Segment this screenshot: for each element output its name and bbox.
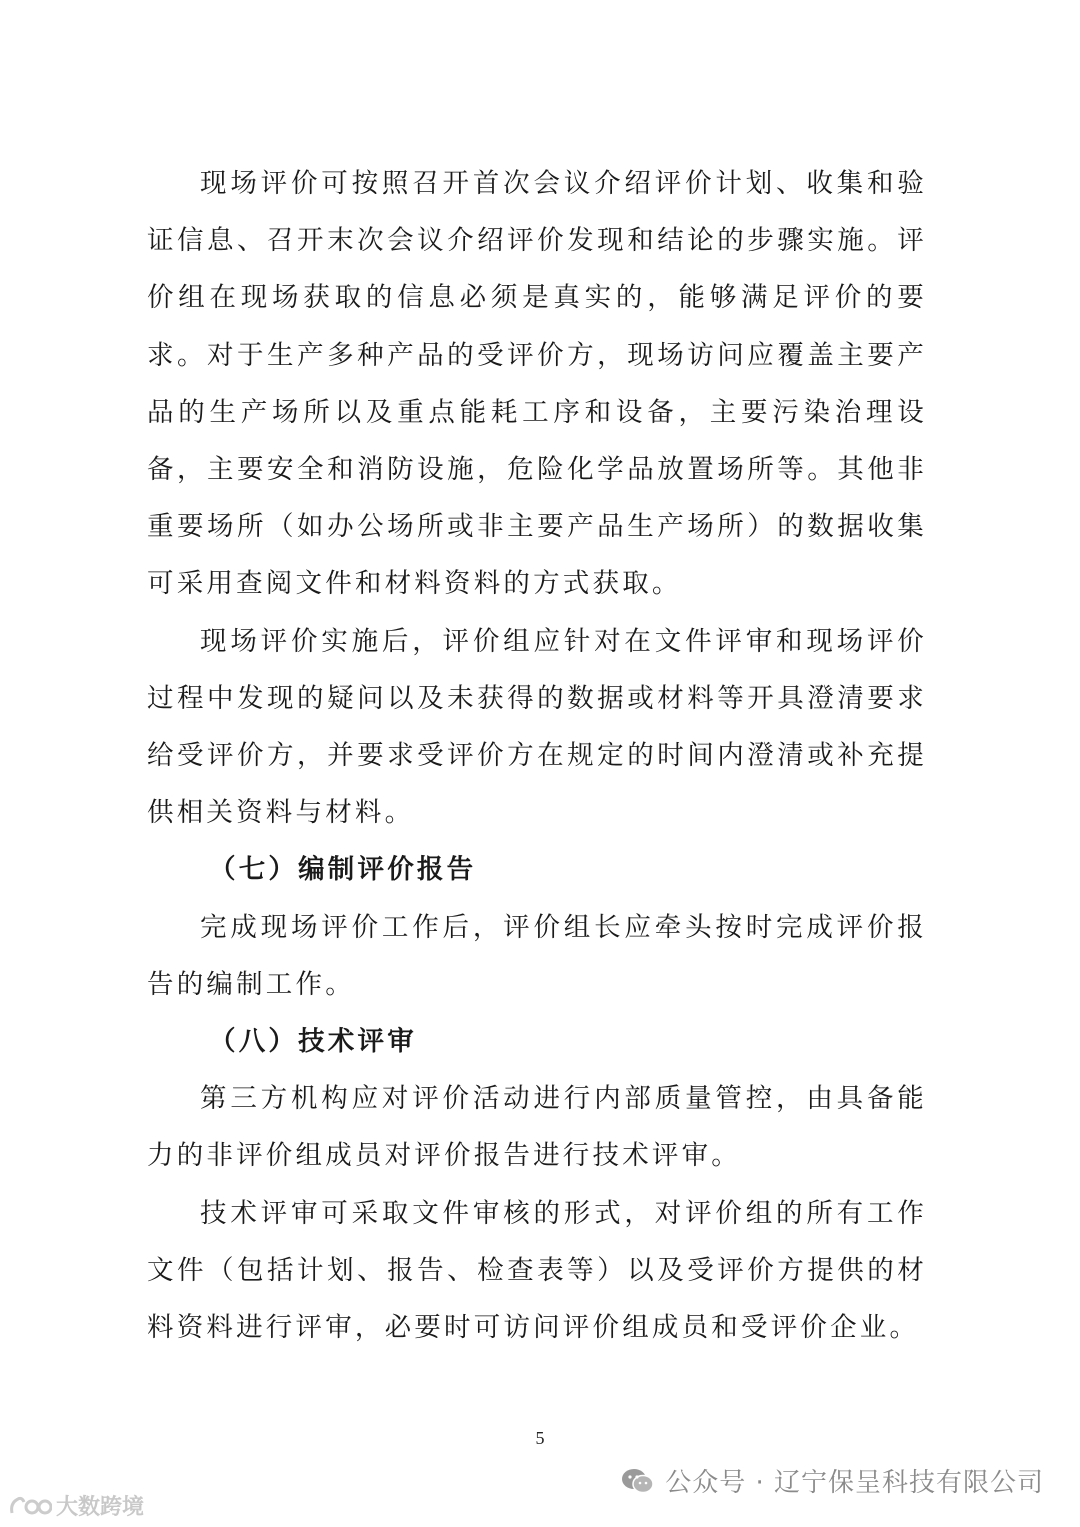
wechat-icon [621,1467,655,1495]
section-heading-technical-review: （八）技术评审 [209,1026,417,1058]
paragraph-onsite-evaluation: 现场评价可按照召开首次会议介绍评价计划、收集和验证信息、召开末次会议介绍评价发现和结论的步骤实施。评价组在现场获取的信息必须是真实的，能够满足评价的要求。对于生产多种产品的受评价方，现场访问应覆盖主要产品的生产场所以及重点能耗工序和设备，主要污染治理设备，主要安全和消防设施，危险化学品放置场所等。其他非重要场所（如办公场所或非主要产品生产场所）的数据收集可采用查阅文件和材料资料的方式获取。 [147,168,927,600]
watermark-text: 公众号 · 辽宁保呈科技有限公司 [665,1468,1044,1498]
wechat-watermark [621,1462,1044,1499]
paragraph-report: 完成现场评价工作后，评价组长应牵头按时完成评价报告的编制工作。 [147,911,927,1000]
page-number: 5 [535,1428,545,1448]
paragraph-review-method: 技术评审可采取文件审核的形式，对评价组的所有工作文件（包括计划、报告、检查表等）以及受评价方提供的材料资料进行评审，必要时可访问评价组成员和受评价企业。 [147,1197,927,1344]
paragraph-quality-control: 第三方机构应对评价活动进行内部质量管控，由具备能力的非评价组成员对评价报告进行技术评审。 [147,1083,927,1172]
corner-watermark [8,1490,144,1521]
document-body [147,155,927,1356]
paragraph-clarification: 现场评价实施后，评价组应针对在文件评审和现场评价过程中发现的疑问以及未获得的数据或材料等开具澄清要求给受评价方，并要求受评价方在规定的时间内澄清或补充提供相关资料与材料。 [147,625,927,829]
corner-text: 大数跨境 [56,1495,145,1520]
section-heading-report: （七）编制评价报告 [209,854,477,886]
brand-logo-icon [8,1493,52,1519]
